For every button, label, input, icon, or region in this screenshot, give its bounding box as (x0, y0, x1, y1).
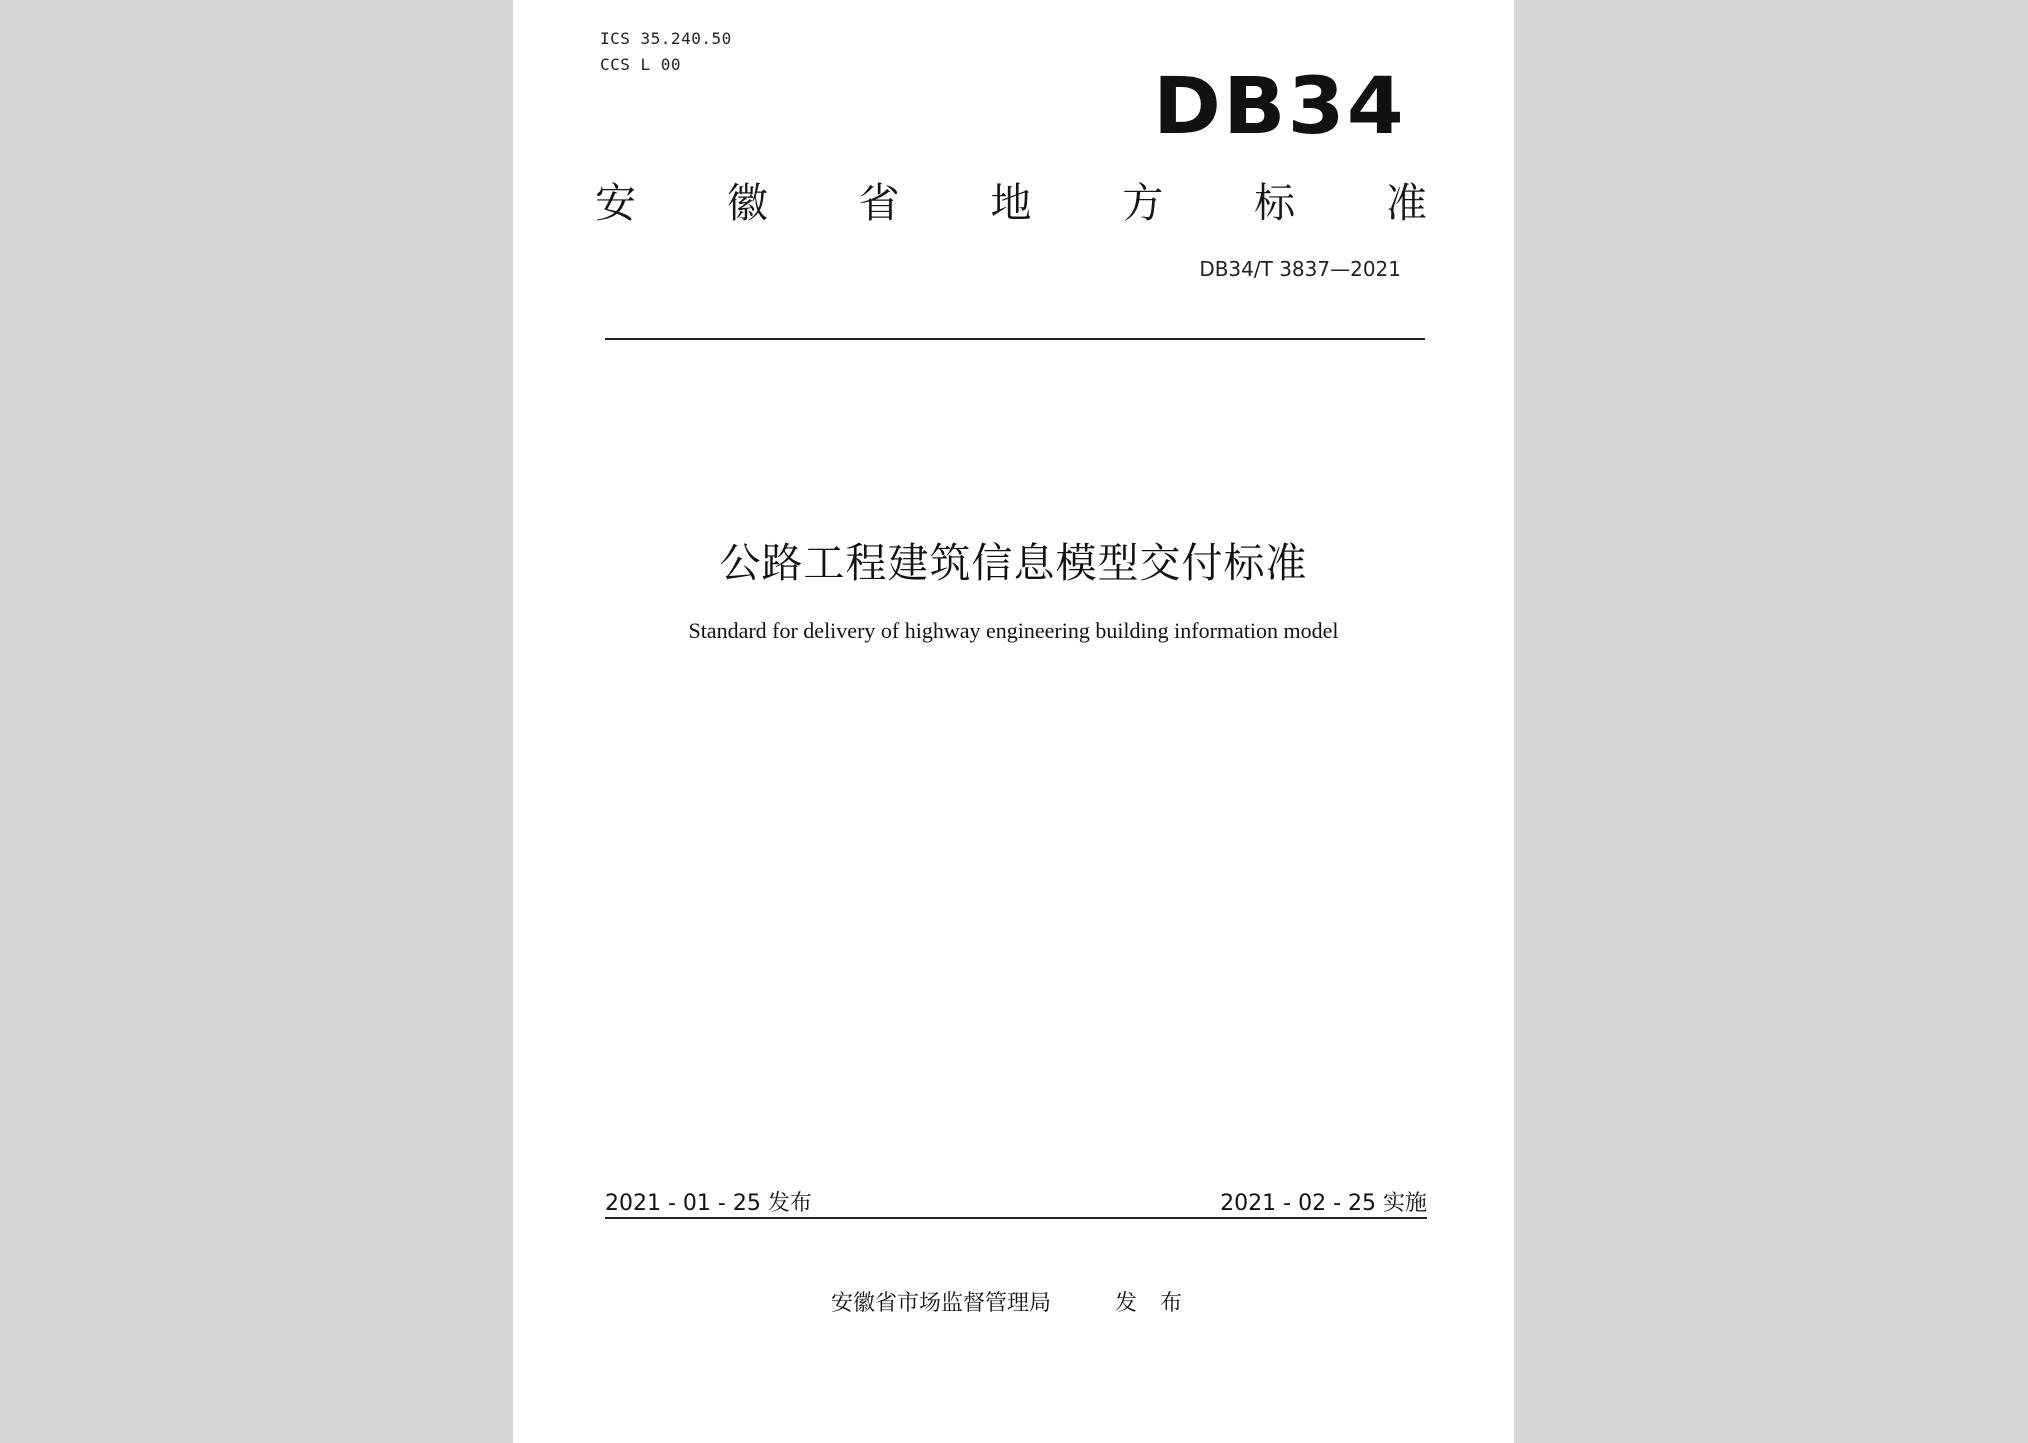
category-char: 安 (595, 179, 636, 227)
standard-category (595, 170, 1427, 229)
title-chinese: 公路工程建筑信息模型交付标准 (719, 539, 1308, 587)
standard-number: DB34/T 3837—2021 (1199, 257, 1401, 281)
bottom-divider (605, 1217, 1427, 1219)
issue-label: 发 布 (1115, 1291, 1190, 1316)
top-divider (605, 338, 1425, 340)
category-char: 地 (990, 179, 1032, 227)
document-page (513, 0, 1514, 1443)
category-char: 徽 (726, 179, 768, 227)
ics-code: ICS 35.240.50 (600, 29, 732, 48)
category-char: 方 (1122, 179, 1164, 227)
release-date: 2021 - 01 - 25 发布 (605, 1191, 812, 1216)
category-char: 省 (858, 179, 900, 227)
issuing-authority: 安徽省市场监督管理局 (831, 1291, 1052, 1316)
title-english: Standard for delivery of highway engineering building information model (688, 618, 1339, 643)
category-char: 标 (1254, 179, 1296, 227)
db-logo: DB34 (1153, 62, 1406, 152)
ccs-code: CCS L 00 (600, 55, 682, 74)
implementation-date: 2021 - 02 - 25 实施 (1220, 1191, 1427, 1216)
category-char: 准 (1385, 179, 1427, 227)
